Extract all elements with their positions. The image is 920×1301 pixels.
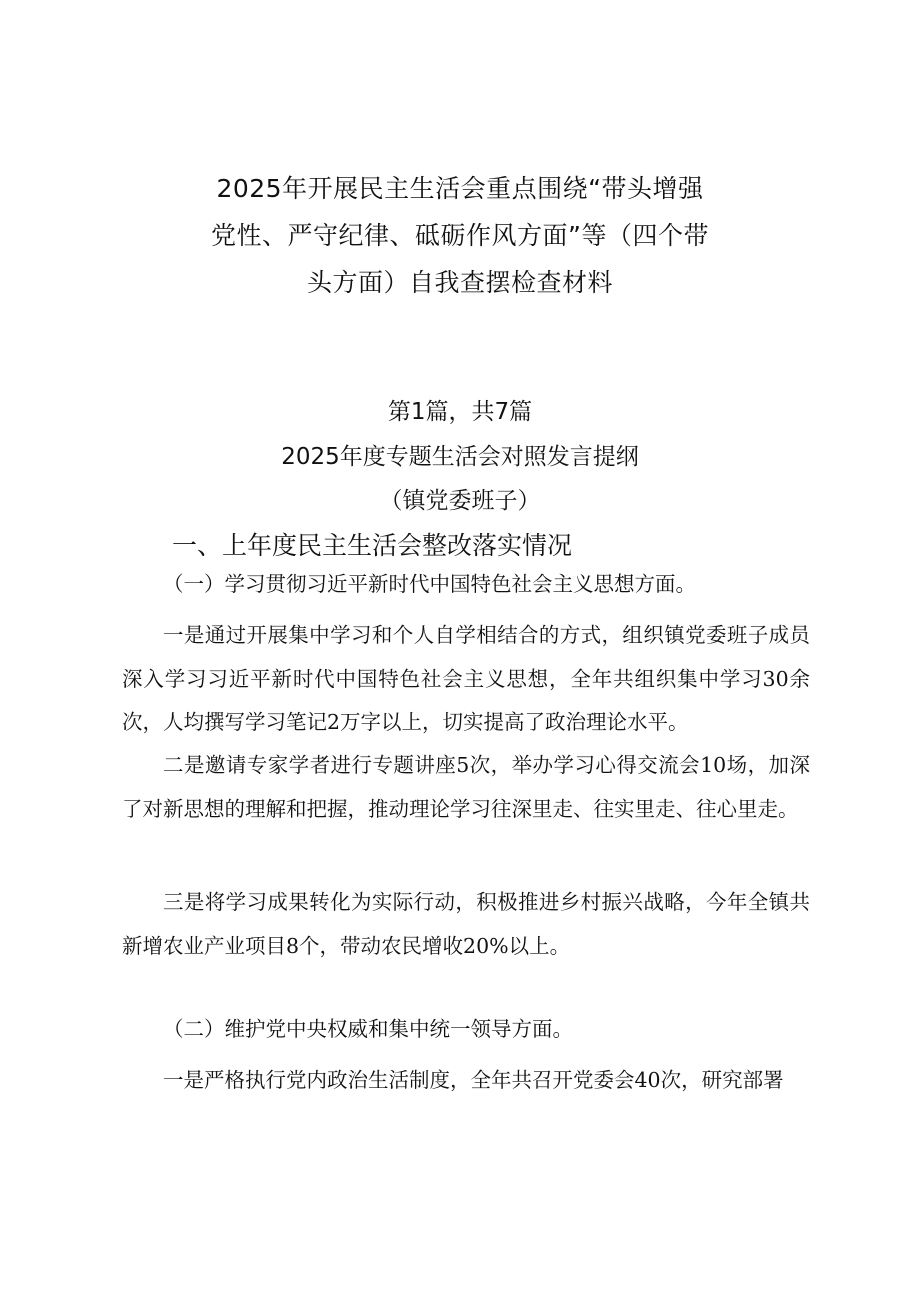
section-heading: 一、上年度民主生活会整改落实情况 xyxy=(172,531,573,560)
speech-title: 2025年度专题生活会对照发言提纲 xyxy=(281,444,639,470)
title-line-2: 党性、严守纪律、砥砺作风方面”等（四个带 xyxy=(211,221,709,250)
title-line-1: 2025年开展民主生活会重点围绕“带头增强 xyxy=(216,174,704,203)
subsection-heading-1: （一）学习贯彻习近平新时代中国特色社会主义思想方面。 xyxy=(163,572,696,596)
paragraph: 一是严格执行党内政治生活制度，全年共召开党委会40次，研究部署 xyxy=(163,1068,784,1092)
paragraph: 三是将学习成果转化为实际行动，积极推进乡村振兴战略，今年全镇共新增农业产业项目8个，带动农民增收20%以上。 xyxy=(122,890,810,958)
paragraph: 一是通过开展集中学习和个人自学相结合的方式，组织镇党委班子成员深入学习习近平新时代中国特色社会主义思想，全年共组织集中学习30余次，人均撰写学习笔记2万字以上，切实提高了政治理论水平。 xyxy=(122,623,810,734)
part-label: 第1篇，共7篇 xyxy=(387,399,533,425)
paragraph: 二是邀请专家学者进行专题讲座5次，举办学习心得交流会10场，加深了对新思想的理解和把握，推动理论学习往深里走、往实里走、往心里走。 xyxy=(122,753,810,821)
subsection-heading-2: （二）维护党中央权威和集中统一领导方面。 xyxy=(163,1017,573,1041)
document-title xyxy=(200,165,720,306)
speech-subtitle: （镇党委班子） xyxy=(379,488,541,514)
title-line-3: 头方面）自我查摆检查材料 xyxy=(306,268,613,297)
